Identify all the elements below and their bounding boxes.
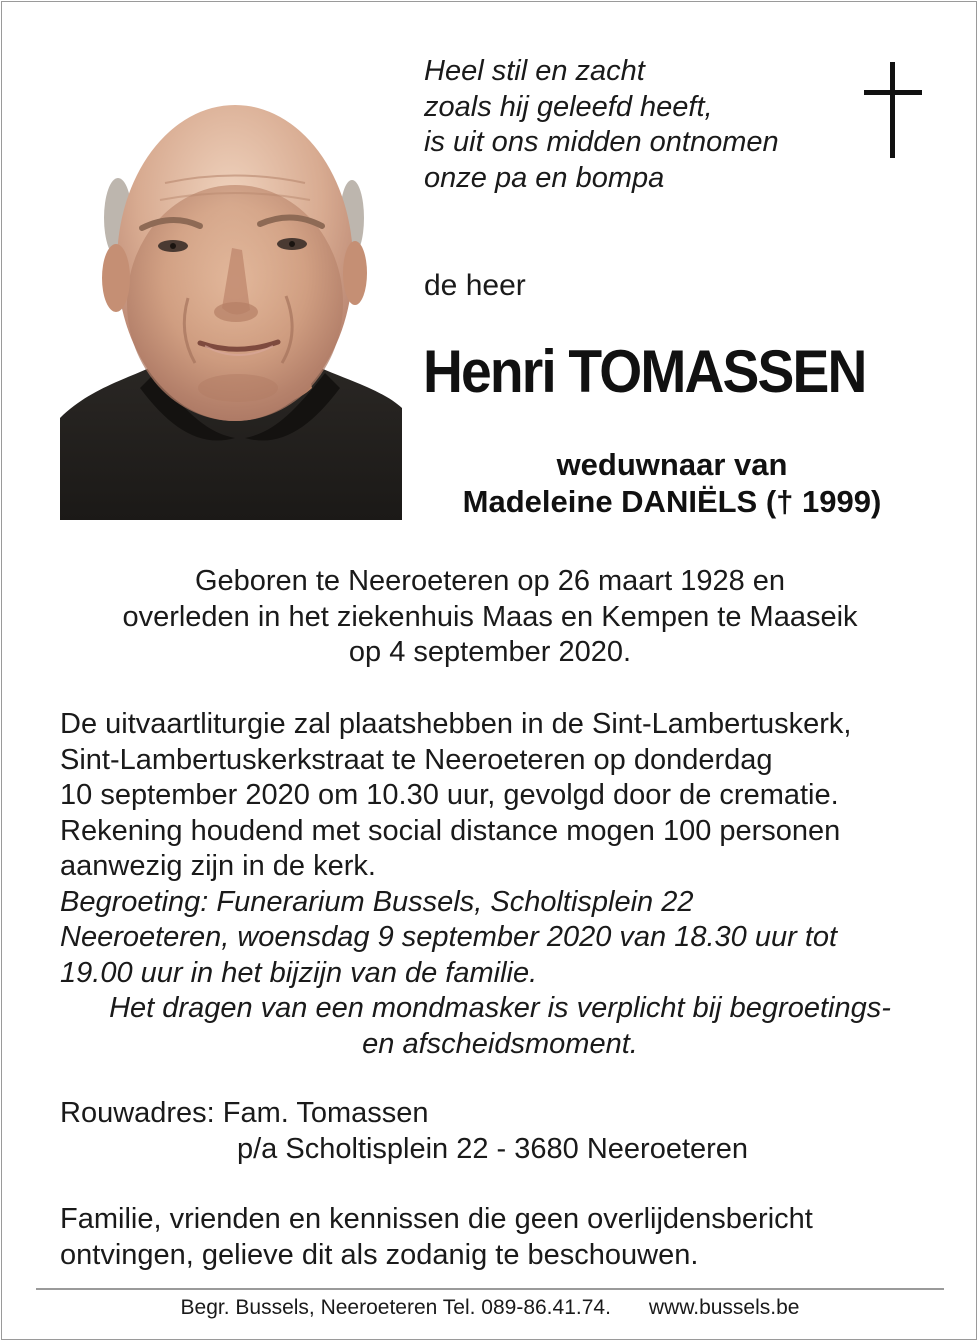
spouse-block: [412, 446, 932, 520]
poem: [424, 54, 779, 196]
birth-line: Geboren te Neeroeteren op 26 maart 1928 en: [194, 565, 786, 597]
poem-line: onze pa en bompa: [424, 161, 665, 194]
website-link[interactable]: www.bussels.be: [648, 1296, 800, 1319]
service-line: De uitvaartliturgie zal plaatshebben in de Sint-Lambertuskerk,: [60, 708, 852, 740]
salutation: de heer: [424, 269, 526, 302]
birth-line: op 4 september 2020.: [348, 636, 632, 668]
visitation-line: Begroeting: Funerarium Bussels, Scholtisplein 22: [60, 885, 694, 918]
service-line: Rekening houdend met social distance mogen 100 personen: [60, 814, 841, 847]
deceased-name: Henri TOMASSEN: [423, 338, 866, 405]
spouse-name: Madeleine DANIËLS († 1999): [462, 484, 882, 519]
family-notice: [60, 1202, 940, 1273]
address-line: p/a Scholtisplein 22 - 3680 Neeroeteren: [237, 1132, 749, 1165]
mask-notice-line: en afscheidsmoment.: [362, 1027, 638, 1060]
poem-line: zoals hij geleefd heeft,: [424, 90, 713, 123]
birth-line: overleden in het ziekenhuis Maas en Kempen te Maaseik: [122, 600, 858, 633]
mask-notice-line: Het dragen van een mondmasker is verplicht bij begroetings-: [109, 992, 891, 1024]
visitation-line: Neeroeteren, woensdag 9 september 2020 van 18.30 uur tot: [60, 921, 838, 953]
service-block: [60, 707, 940, 1062]
portrait-photo: [60, 88, 402, 520]
address-block: [60, 1096, 940, 1167]
spouse-relation: weduwnaar van: [556, 447, 788, 482]
birth-death-block: [40, 564, 940, 671]
service-line: 10 september 2020 om 10.30 uur, gevolgd door de crematie.: [60, 779, 839, 811]
family-line: ontvingen, gelieve dit als zodanig te beschouwen.: [60, 1238, 699, 1271]
service-line: aanwezig zijn in de kerk.: [60, 850, 376, 882]
cross-icon: [864, 62, 922, 158]
family-line: Familie, vrienden en kennissen die geen overlijdensbericht: [60, 1203, 813, 1235]
undertaker-contact: Begr. Bussels, Neeroeteren Tel. 089-86.41.74.: [180, 1296, 611, 1319]
service-line: Sint-Lambertuskerkstraat te Neeroeteren op donderdag: [60, 743, 773, 776]
footer: [0, 1295, 980, 1321]
poem-line: Heel stil en zacht: [424, 55, 645, 87]
footer-divider: [36, 1288, 944, 1290]
visitation-line: 19.00 uur in het bijzijn van de familie.: [60, 956, 538, 989]
address-line: Rouwadres: Fam. Tomassen: [60, 1097, 429, 1129]
poem-line: is uit ons midden ontnomen: [424, 126, 779, 158]
